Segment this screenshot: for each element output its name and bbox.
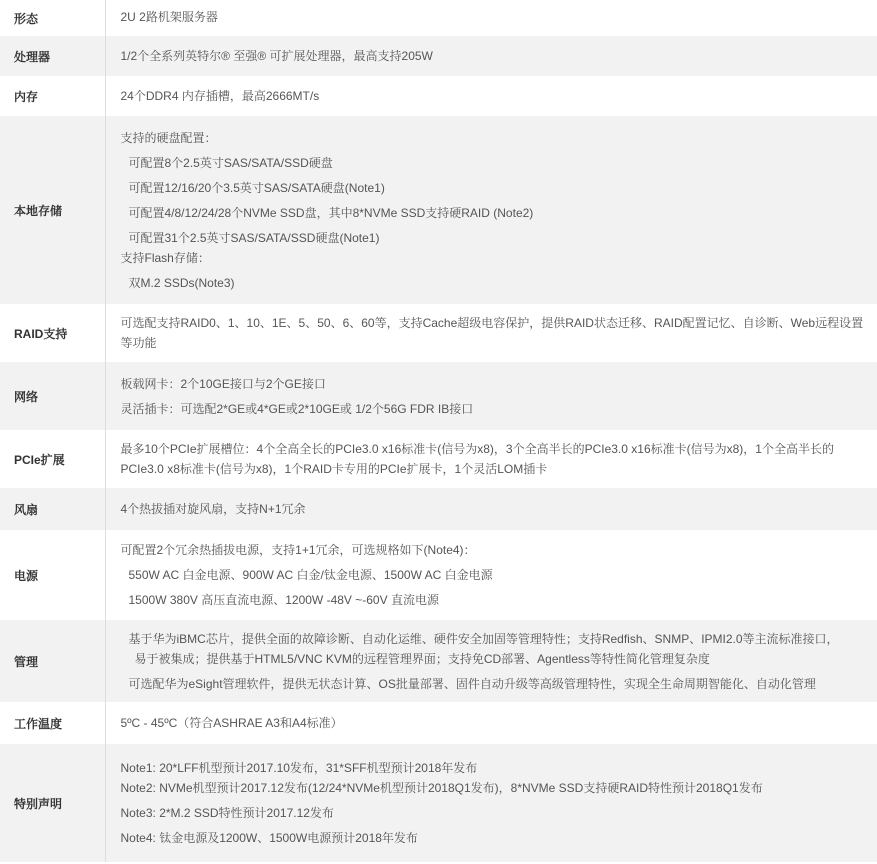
spec-row-fan	[0, 488, 877, 530]
spec-value-line: 5ºC - 45ºC（符合ASHRAE A3和A4标准）	[120, 716, 343, 730]
spec-key: 内存	[0, 76, 105, 116]
spec-row-processor	[0, 36, 877, 76]
spec-value-line: 可配置2个冗余热插拔电源，支持1+1冗余，可选规格如下(Note4)：	[120, 543, 476, 557]
spec-value	[105, 702, 877, 744]
spec-value	[105, 36, 877, 76]
spec-value-line: 支持Flash存储：	[120, 250, 210, 265]
spec-key: 网络	[0, 362, 105, 430]
spec-row-network	[0, 362, 877, 430]
spec-value	[105, 116, 877, 304]
spec-key: PCIe扩展	[0, 430, 105, 488]
spec-row-power	[0, 530, 877, 620]
spec-value-line: 最多10个PCIe扩展槽位：4个全高全长的PCIe3.0 x16标准卡(信号为x8)，3个全高半长的PCIe3.0 x16标准卡(信号为x8)，1个全高半长的PCIe3.0 x8标准卡(信号为x8)，1个RAID卡专用的PCIe扩展卡，1个灵活LOM插卡	[120, 442, 834, 476]
spec-value	[105, 0, 877, 36]
spec-value-line: Note2: NVMe机型预计2017.12发布(12/24*NVMe机型预计2018Q1发布)，8*NVMe SSD支持硬RAID特性预计2018Q1发布	[120, 781, 763, 795]
spec-value	[105, 620, 877, 702]
spec-value-line: Note4: 钛金电源及1200W、1500W电源预计2018年发布	[120, 831, 418, 845]
spec-value-line: 1/2个全系列英特尔® 至强® 可扩展处理器，最高支持205W	[120, 49, 433, 63]
spec-value-line: Note3: 2*M.2 SSD特性预计2017.12发布	[120, 806, 334, 820]
spec-value	[105, 76, 877, 116]
spec-key: RAID支持	[0, 304, 105, 362]
spec-row-storage	[0, 116, 877, 304]
spec-value-line: 可选配支持RAID0、1、10、1E、5、50、6、60等，支持Cache超级电容保护，提供RAID状态迁移、RAID配置记忆、自诊断、Web远程设置等功能	[120, 316, 864, 350]
spec-key: 管理	[0, 620, 105, 702]
spec-value	[105, 304, 877, 362]
spec-value	[105, 744, 877, 862]
spec-key: 处理器	[0, 36, 105, 76]
spec-value-line: 可配置31个2.5英寸SAS/SATA/SSD硬盘(Note1)	[128, 230, 380, 245]
spec-row-form-factor	[0, 0, 877, 36]
spec-key: 特别声明	[0, 744, 105, 862]
spec-value-line: 24个DDR4 内存插槽，最高2666MT/s	[120, 89, 320, 103]
spec-value-line: Note1: 20*LFF机型预计2017.10发布，31*SFF机型预计2018年发布	[120, 761, 478, 775]
spec-value-line: 双M.2 SSDs(Note3)	[128, 275, 235, 290]
spec-key: 本地存储	[0, 116, 105, 304]
spec-key: 工作温度	[0, 702, 105, 744]
spec-value-line: 可配置4/8/12/24/28个NVMe SSD盘，其中8*NVMe SSD支持硬RAID (Note2)	[128, 205, 534, 220]
spec-value-line: 可配置12/16/20个3.5英寸SAS/SATA硬盘(Note1)	[128, 180, 385, 195]
spec-value	[105, 530, 877, 620]
spec-value	[105, 430, 877, 488]
spec-value-line: 可配置8个2.5英寸SAS/SATA/SSD硬盘	[128, 155, 333, 170]
spec-key: 电源	[0, 530, 105, 620]
spec-value-line: 支持的硬盘配置：	[120, 130, 217, 145]
spec-key: 形态	[0, 0, 105, 36]
spec-row-notes	[0, 744, 877, 862]
spec-value-line: 灵活插卡：可选配2*GE或4*GE或2*10GE或 1/2个56G FDR IB接口	[120, 401, 474, 416]
spec-value-line: 易于被集成；提供基于HTML5/VNC KVM的远程管理界面；支持免CD部署、Agentless等特性简化管理复杂度	[134, 651, 710, 666]
spec-row-memory	[0, 76, 877, 116]
spec-value	[105, 362, 877, 430]
spec-key: 风扇	[0, 488, 105, 530]
spec-value	[105, 488, 877, 530]
spec-value-line: 1500W 380V 高压直流电源、1200W -48V ~-60V 直流电源	[128, 593, 439, 607]
spec-value-line: 板载网卡：2个10GE接口与2个GE接口	[120, 376, 326, 391]
spec-row-pcie	[0, 430, 877, 488]
spec-value-line: 550W AC 白金电源、900W AC 白金/钛金电源、1500W AC 白金电源	[128, 568, 493, 582]
spec-row-temperature	[0, 702, 877, 744]
spec-row-management	[0, 620, 877, 702]
spec-row-raid	[0, 304, 877, 362]
spec-value-line: 2U 2路机架服务器	[120, 10, 218, 24]
spec-value-line: 4个热拔插对旋风扇，支持N+1冗余	[120, 502, 306, 516]
spec-value-line: 可选配华为eSight管理软件，提供无状态计算、OS批量部署、固件自动升级等高级管理特性，实现全生命周期智能化、自动化管理	[128, 676, 816, 691]
spec-value-line: 基于华为iBMC芯片，提供全面的故障诊断、自动化运维、硬件安全加固等管理特性；支持Redfish、SNMP、IPMI2.0等主流标准接口，	[128, 631, 839, 646]
